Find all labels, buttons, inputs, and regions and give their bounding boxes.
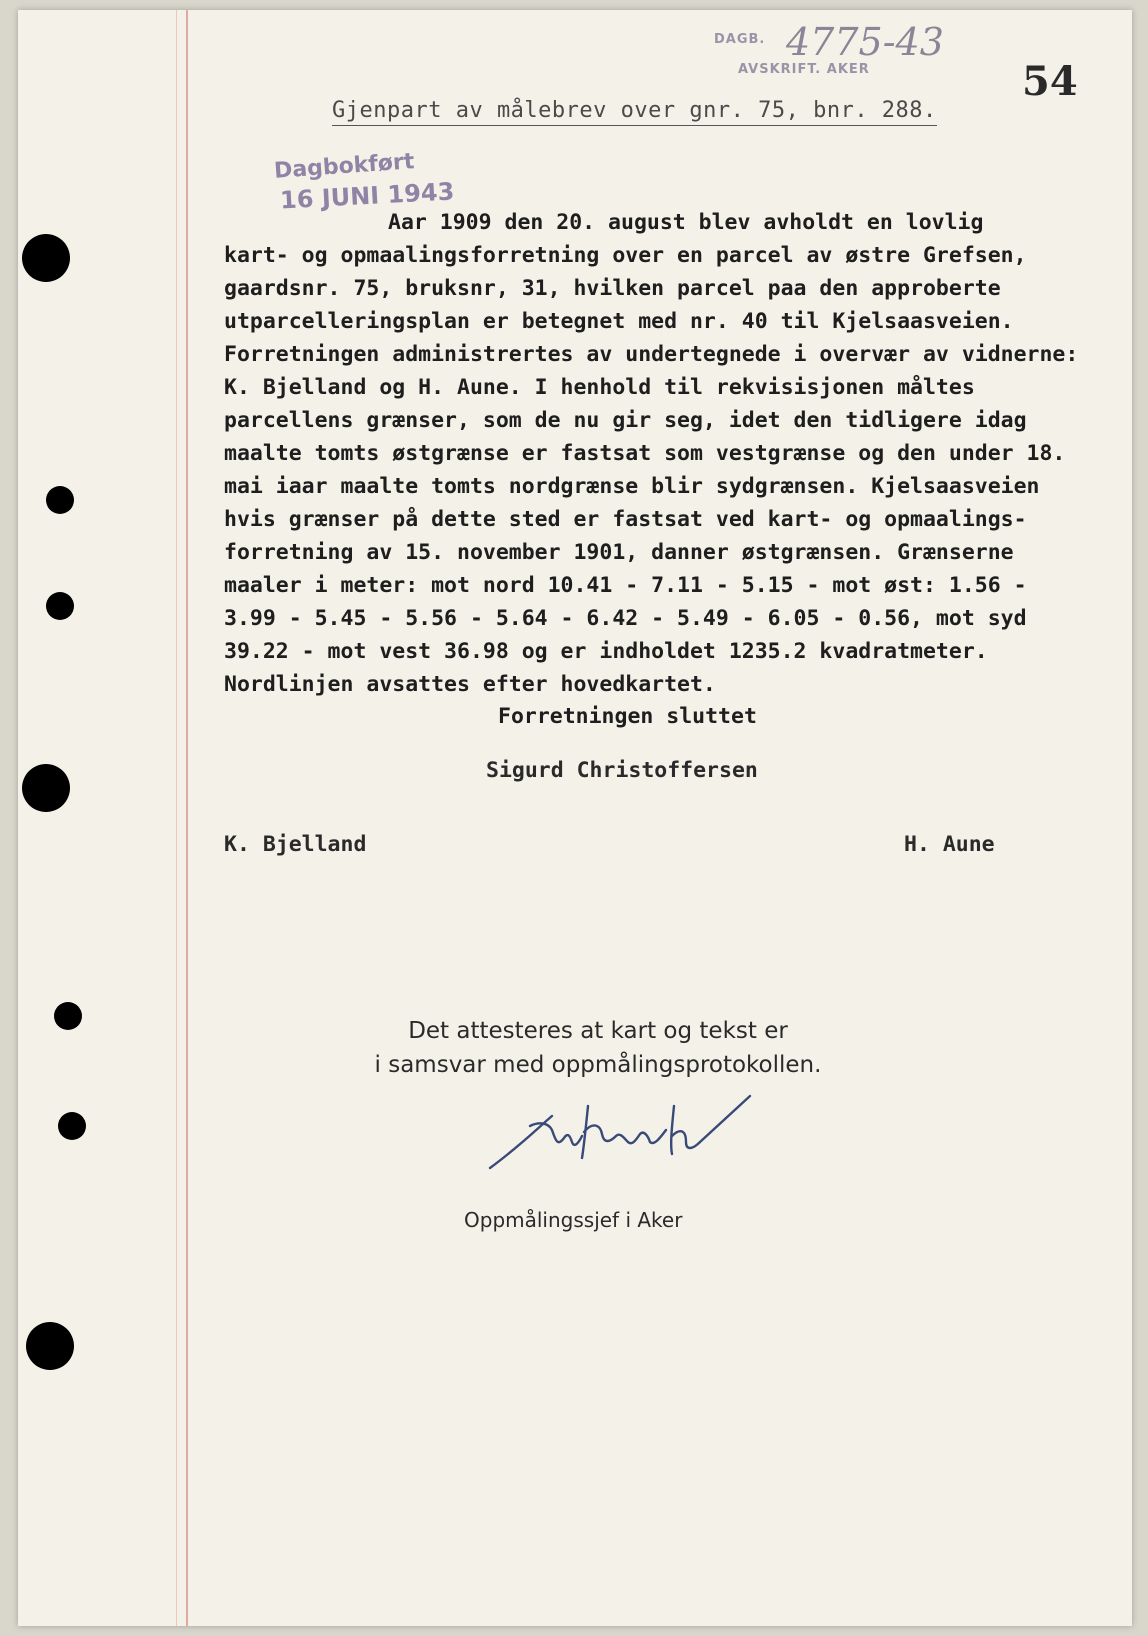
punch-hole: [46, 592, 74, 620]
body-line: Forretningen administrertes av undertegnede i overvær av vidnerne:: [224, 342, 1079, 367]
stamp-dagbokfort-label: Dagbokført: [273, 149, 416, 184]
body-line: kart- og opmaalingsforretning over en parcel av østre Grefsen,: [224, 243, 1027, 268]
handwritten-signature: [460, 1086, 760, 1176]
punch-hole: [46, 486, 74, 514]
attestation-stamp: [348, 1014, 848, 1082]
signature-caption: Oppmålingssjef i Aker: [464, 1208, 683, 1232]
stamp-dagb: DAGB.: [714, 32, 766, 47]
margin-line: [186, 10, 188, 1626]
closing-text: Forretningen sluttet: [498, 704, 757, 729]
handwritten-number: 4775-43: [786, 20, 944, 64]
document-title: Gjenpart av målebrev over gnr. 75, bnr. 288.: [332, 98, 937, 126]
body-line: mai iaar maalte tomts nordgrænse blir sydgrænsen. Kjelsaasveien: [224, 474, 1040, 499]
stamp-dagbokfort-date: 16 JUNI 1943: [279, 177, 455, 215]
body-line: Aar 1909 den 20. august blev avholdt en lovlig: [388, 210, 984, 235]
punch-hole: [22, 234, 70, 282]
punch-hole: [22, 764, 70, 812]
body-line: gaardsnr. 75, bruksnr, 31, hvilken parcel paa den approberte: [224, 276, 1001, 301]
body-line: K. Bjelland og H. Aune. I henhold til rekvisisjonen måltes: [224, 375, 975, 400]
stamp-avskrift: AVSKRIFT. AKER: [738, 62, 870, 77]
body-line: 39.22 - mot vest 36.98 og er indholdet 1235.2 kvadratmeter.: [224, 639, 988, 664]
witness-left: K. Bjelland: [224, 832, 367, 857]
body-line: maalte tomts østgrænse er fastsat som vestgrænse og den under 18.: [224, 441, 1066, 466]
signer-name: Sigurd Christoffersen: [486, 758, 758, 783]
margin-line-faint: [176, 10, 177, 1626]
punch-hole: [58, 1112, 86, 1140]
body-line: parcellens grænser, som de nu gir seg, idet den tidligere idag: [224, 408, 1027, 433]
attestation-line-2: i samsvar med oppmålingsprotokollen.: [374, 1052, 822, 1078]
punch-hole: [54, 1002, 82, 1030]
punch-hole: [26, 1322, 74, 1370]
witness-right: H. Aune: [904, 832, 995, 857]
page-number: 54: [1022, 58, 1078, 105]
document-page: [18, 10, 1132, 1626]
body-line: forretning av 15. november 1901, danner østgrænsen. Grænserne: [224, 540, 1014, 565]
body-line: hvis grænser på dette sted er fastsat ved kart- og opmaalings-: [224, 507, 1027, 532]
body-line: 3.99 - 5.45 - 5.56 - 5.64 - 6.42 - 5.49 - 6.05 - 0.56, mot syd: [224, 606, 1027, 631]
body-line: Nordlinjen avsattes efter hovedkartet.: [224, 672, 716, 697]
body-line: utparcelleringsplan er betegnet med nr. 40 til Kjelsaasveien.: [224, 309, 1014, 334]
body-text: [224, 206, 1104, 701]
attestation-line-1: Det attesteres at kart og tekst er: [408, 1018, 788, 1044]
body-line: maaler i meter: mot nord 10.41 - 7.11 - 5.15 - mot øst: 1.56 -: [224, 573, 1027, 598]
